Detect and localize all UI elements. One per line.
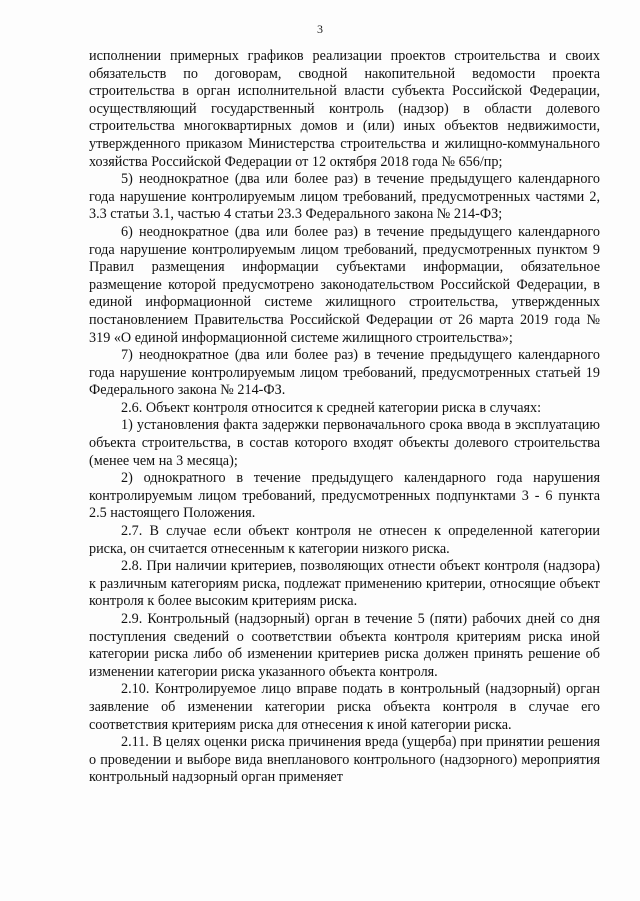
paragraph: 1) установления факта задержки первоначального срока ввода в эксплуатацию объекта строительства, в состав которого входят объекты долевого строительства (менее чем на 3 месяца);	[89, 417, 600, 469]
paragraph: 2.10. Контролируемое лицо вправе подать в контрольный (надзорный) орган заявление об изменении категории риска объекта контроля в случае его соответствия критериям риска для отнесения к иной категории риска.	[89, 681, 600, 733]
paragraph: 6) неоднократное (два или более раз) в течение предыдущего календарного года нарушение контролируемым лицом требований, предусмотренных пунктом 9 Правил размещения информации субъектами информации, обязательное размещение которой предусмотрено законодательством Российской Федерации, в единой информационной системе жилищного строительства, утвержденных постановлением Правительства Российской Федерации от 26 марта 2019 года № 319 «О единой информационной системе жилищного строительства»;	[89, 223, 600, 346]
paragraph: 7) неоднократное (два или более раз) в течение предыдущего календарного года нарушение контролируемым лицом требований, предусмотренных статьей 19 Федерального закона № 214-ФЗ.	[89, 347, 600, 399]
page-number: 3	[317, 22, 323, 36]
paragraph: 2.6. Объект контроля относится к средней категории риска в случаях:	[121, 399, 542, 416]
document-body	[89, 48, 600, 787]
paragraph: 2.7. В случае если объект контроля не отнесен к определенной категории риска, он считается отнесенным к категории низкого риска.	[89, 523, 600, 557]
paragraph: 5) неоднократное (два или более раз) в течение предыдущего календарного года нарушение контролируемым лицом требований, предусмотренных частями 2, 3.3 статьи 3.1, частью 4 статьи 23.3 Федерального закона № 214-ФЗ;	[89, 171, 600, 223]
paragraph: 2) однократного в течение предыдущего календарного года нарушения контролируемым лицом требований, предусмотренных подпунктами 3 - 6 пункта 2.5 настоящего Положения.	[89, 470, 600, 522]
paragraph: 2.8. При наличии критериев, позволяющих отнести объект контроля (надзора) к различным категориям риска, подлежат применению критерии, относящие объект контроля к более высоким критериям риска.	[89, 558, 600, 610]
paragraph: 2.9. Контрольный (надзорный) орган в течение 5 (пяти) рабочих дней со дня поступления сведений о соответствии объекта контроля критериям риска иной категории риска либо об изменении критериев риска должен принять решение об изменении категории риска указанного объекта контроля.	[89, 611, 600, 680]
paragraph: 2.11. В целях оценки риска причинения вреда (ущерба) при принятии решения о проведении и выборе вида внепланового контрольного (надзорного) мероприятия контрольный надзорный орган применяет	[89, 734, 600, 786]
paragraph: исполнении примерных графиков реализации проектов строительства и своих обязательств по договорам, сводной накопительной ведомости проекта строительства в орган исполнительной власти субъекта Российской Федерации, осуществляющий государственный контроль (надзор) в области долевого строительства многоквартирных домов и (или) иных объектов недвижимости, утвержденного приказом Министерства строительства и жилищно-коммунального хозяйства Российской Федерации от 12 октября 2018 года № 656/пр;	[89, 48, 600, 170]
